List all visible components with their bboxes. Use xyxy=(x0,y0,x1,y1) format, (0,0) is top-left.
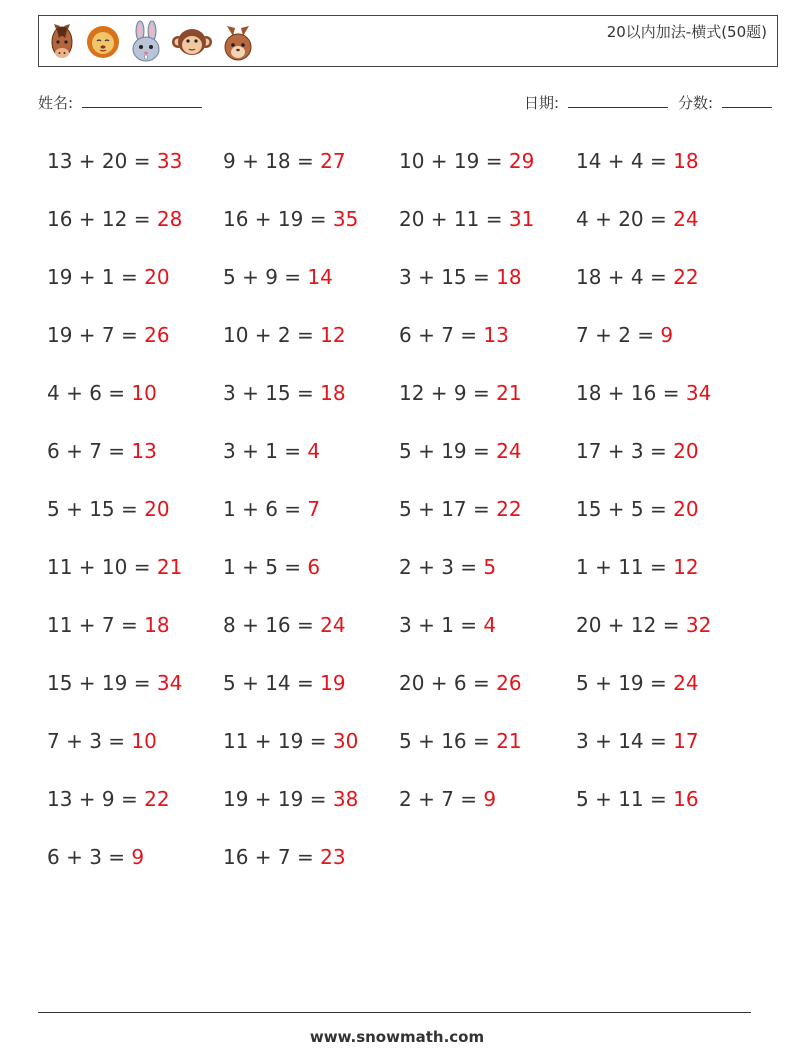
problem-item xyxy=(576,149,699,173)
problem-expression: 11 + 19 = xyxy=(223,729,333,753)
problem-expression: 5 + 14 = xyxy=(223,671,321,695)
problem-answer: 24 xyxy=(673,671,699,695)
problem-item xyxy=(223,207,358,231)
problem-expression: 6 + 7 = xyxy=(47,439,132,463)
monkey-icon xyxy=(171,20,213,64)
problem-item xyxy=(399,207,534,231)
problem-expression: 1 + 5 = xyxy=(223,555,308,579)
problem-item xyxy=(576,497,699,521)
problem-expression: 4 + 20 = xyxy=(576,207,674,231)
problem-answer: 9 xyxy=(483,787,497,811)
problem-item xyxy=(576,439,699,463)
problem-item xyxy=(47,555,182,579)
date-field xyxy=(524,92,668,113)
problem-answer: 35 xyxy=(332,207,359,231)
problem-answer: 26 xyxy=(496,671,522,695)
problem-answer: 18 xyxy=(144,613,170,637)
problem-expression: 20 + 11 = xyxy=(399,207,509,231)
name-blank xyxy=(82,93,202,108)
problem-answer: 20 xyxy=(673,439,699,463)
problem-expression: 7 + 3 = xyxy=(47,729,132,753)
problem-expression: 5 + 17 = xyxy=(399,497,497,521)
problem-expression: 18 + 4 = xyxy=(576,265,674,289)
problem-item xyxy=(399,729,522,753)
problem-expression: 5 + 16 = xyxy=(399,729,497,753)
problem-item xyxy=(47,323,170,347)
problem-answer: 21 xyxy=(156,555,183,579)
problem-item xyxy=(47,845,144,869)
worksheet-title: 20以内加法-横式(50题) xyxy=(606,23,767,41)
problem-item xyxy=(576,265,699,289)
problem-answer: 22 xyxy=(496,497,522,521)
problem-expression: 12 + 9 = xyxy=(399,381,497,405)
problem-answer: 5 xyxy=(483,555,497,579)
problem-item xyxy=(223,671,346,695)
problem-item xyxy=(47,613,170,637)
problem-item xyxy=(47,671,182,695)
problem-expression: 3 + 15 = xyxy=(399,265,497,289)
problem-item xyxy=(223,845,346,869)
problem-expression: 4 + 6 = xyxy=(47,381,132,405)
problem-item xyxy=(47,497,170,521)
problem-expression: 10 + 2 = xyxy=(223,323,321,347)
problem-expression: 13 + 20 = xyxy=(47,149,157,173)
problem-answer: 20 xyxy=(144,265,170,289)
footer-site: www.snowmath.com xyxy=(309,1028,485,1046)
problem-expression: 10 + 19 = xyxy=(399,149,509,173)
problem-answer: 21 xyxy=(496,729,522,753)
problem-answer: 4 xyxy=(307,439,321,463)
problem-expression: 3 + 1 = xyxy=(399,613,484,637)
horse-icon xyxy=(47,20,77,64)
problem-expression: 3 + 15 = xyxy=(223,381,321,405)
problem-item xyxy=(576,729,699,753)
problem-expression: 16 + 19 = xyxy=(223,207,333,231)
rabbit-icon xyxy=(129,20,163,64)
problem-answer: 31 xyxy=(508,207,535,231)
problem-expression: 19 + 1 = xyxy=(47,265,145,289)
problem-answer: 13 xyxy=(131,439,157,463)
problem-answer: 13 xyxy=(483,323,509,347)
problem-item xyxy=(399,265,522,289)
problem-answer: 21 xyxy=(496,381,522,405)
problem-item xyxy=(399,439,522,463)
problem-item xyxy=(576,555,699,579)
problem-expression: 5 + 11 = xyxy=(576,787,674,811)
problem-answer: 6 xyxy=(307,555,321,579)
problem-item xyxy=(223,497,320,521)
problem-item xyxy=(223,439,320,463)
problem-answer: 18 xyxy=(320,381,346,405)
problem-answer: 16 xyxy=(673,787,699,811)
problem-answer: 38 xyxy=(332,787,359,811)
problem-expression: 18 + 16 = xyxy=(576,381,686,405)
animal-icons xyxy=(47,20,255,64)
problem-item xyxy=(576,381,711,405)
problem-item xyxy=(223,729,358,753)
problem-expression: 1 + 6 = xyxy=(223,497,308,521)
problem-item xyxy=(399,613,496,637)
problem-answer: 22 xyxy=(144,787,170,811)
footer-divider xyxy=(38,1012,751,1013)
problem-item xyxy=(576,323,673,347)
problem-expression: 7 + 2 = xyxy=(576,323,661,347)
problem-answer: 4 xyxy=(483,613,497,637)
problem-item xyxy=(399,555,496,579)
problem-expression: 17 + 3 = xyxy=(576,439,674,463)
problem-answer: 30 xyxy=(332,729,359,753)
problem-answer: 19 xyxy=(320,671,346,695)
problem-item xyxy=(47,729,157,753)
problem-expression: 1 + 11 = xyxy=(576,555,674,579)
problem-item xyxy=(576,613,711,637)
problem-item xyxy=(576,207,699,231)
problem-answer: 14 xyxy=(307,265,333,289)
problem-expression: 2 + 3 = xyxy=(399,555,484,579)
problem-expression: 15 + 5 = xyxy=(576,497,674,521)
problem-item xyxy=(223,149,346,173)
problem-expression: 13 + 9 = xyxy=(47,787,145,811)
problem-expression: 9 + 18 = xyxy=(223,149,321,173)
problem-answer: 24 xyxy=(320,613,346,637)
score-field xyxy=(678,92,772,113)
problem-expression: 5 + 9 = xyxy=(223,265,308,289)
problem-expression: 16 + 7 = xyxy=(223,845,321,869)
problem-item xyxy=(223,323,346,347)
problem-expression: 19 + 19 = xyxy=(223,787,333,811)
problem-item xyxy=(223,613,346,637)
problem-answer: 9 xyxy=(131,845,145,869)
problem-expression: 5 + 19 = xyxy=(576,671,674,695)
problem-answer: 27 xyxy=(320,149,346,173)
problem-item xyxy=(399,787,496,811)
problem-answer: 20 xyxy=(144,497,170,521)
problem-item xyxy=(47,207,182,231)
worksheet-header xyxy=(38,15,778,67)
problem-expression: 11 + 7 = xyxy=(47,613,145,637)
problem-answer: 23 xyxy=(320,845,346,869)
problem-expression: 6 + 7 = xyxy=(399,323,484,347)
date-blank xyxy=(568,93,668,108)
problem-item xyxy=(47,149,182,173)
problem-expression: 15 + 19 = xyxy=(47,671,157,695)
problem-item xyxy=(576,671,699,695)
problem-item xyxy=(47,265,170,289)
problem-item xyxy=(47,439,157,463)
problem-expression: 16 + 12 = xyxy=(47,207,157,231)
squirrel-icon xyxy=(221,20,255,64)
problem-answer: 32 xyxy=(685,613,712,637)
problem-answer: 9 xyxy=(660,323,674,347)
problem-answer: 18 xyxy=(496,265,522,289)
problem-answer: 10 xyxy=(131,729,157,753)
problem-answer: 26 xyxy=(144,323,170,347)
problem-answer: 28 xyxy=(156,207,183,231)
problem-item xyxy=(223,265,333,289)
lion-icon xyxy=(85,20,121,64)
problem-expression: 5 + 15 = xyxy=(47,497,145,521)
problem-expression: 20 + 6 = xyxy=(399,671,497,695)
problem-expression: 11 + 10 = xyxy=(47,555,157,579)
problem-answer: 12 xyxy=(320,323,346,347)
problem-answer: 18 xyxy=(673,149,699,173)
score-blank xyxy=(722,93,772,108)
problem-item xyxy=(223,787,358,811)
problem-expression: 14 + 4 = xyxy=(576,149,674,173)
date-label: 日期: xyxy=(524,94,560,112)
name-field xyxy=(38,92,202,113)
problem-answer: 10 xyxy=(131,381,157,405)
problem-item xyxy=(399,323,509,347)
problem-answer: 22 xyxy=(673,265,699,289)
score-label: 分数: xyxy=(678,94,714,112)
problem-item xyxy=(47,787,170,811)
problem-expression: 20 + 12 = xyxy=(576,613,686,637)
problem-answer: 20 xyxy=(673,497,699,521)
problem-expression: 2 + 7 = xyxy=(399,787,484,811)
problem-item xyxy=(47,381,157,405)
problem-expression: 8 + 16 = xyxy=(223,613,321,637)
problem-item xyxy=(399,497,522,521)
problem-answer: 7 xyxy=(307,497,321,521)
problem-item xyxy=(223,555,320,579)
problem-answer: 24 xyxy=(496,439,522,463)
problem-item xyxy=(399,381,522,405)
problem-expression: 19 + 7 = xyxy=(47,323,145,347)
problem-answer: 17 xyxy=(673,729,699,753)
problem-expression: 6 + 3 = xyxy=(47,845,132,869)
problem-answer: 24 xyxy=(673,207,699,231)
problem-answer: 12 xyxy=(673,555,699,579)
problem-answer: 34 xyxy=(156,671,183,695)
problem-answer: 29 xyxy=(508,149,535,173)
problem-item xyxy=(399,149,534,173)
problem-item xyxy=(576,787,699,811)
problem-item xyxy=(223,381,346,405)
problem-expression: 3 + 1 = xyxy=(223,439,308,463)
problem-answer: 33 xyxy=(156,149,183,173)
problem-expression: 5 + 19 = xyxy=(399,439,497,463)
name-label: 姓名: xyxy=(38,94,74,112)
problem-expression: 3 + 14 = xyxy=(576,729,674,753)
problem-answer: 34 xyxy=(685,381,712,405)
problem-item xyxy=(399,671,522,695)
